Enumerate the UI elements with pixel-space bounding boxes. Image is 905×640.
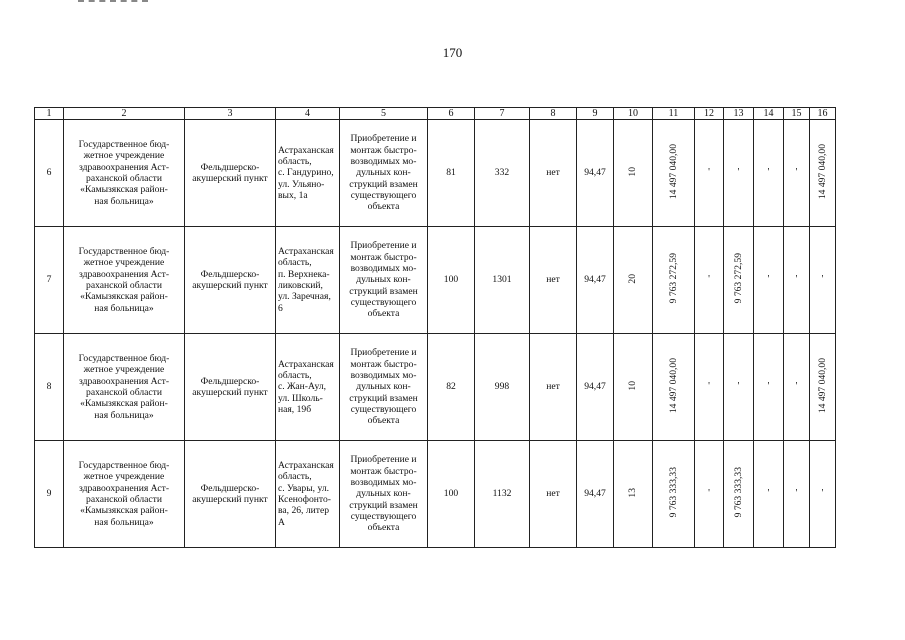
facility-cell: Фельдшерско- акушерский пункт (185, 227, 276, 334)
facility-cell: Фельдшерско- акушерский пункт (185, 334, 276, 441)
work-description-cell: Приобретение и монтаж быстро- возводимых мо- дульных кон- струкций взамен существующего объекта (340, 120, 428, 227)
facility-cell: Фельдшерско- акушерский пункт (185, 120, 276, 227)
cell-col14: ' (754, 120, 784, 227)
work-description-cell: Приобретение и монтаж быстро- возводимых мо- дульных кон- струкций взамен существующего объекта (340, 227, 428, 334)
cell-col9: 94,47 (577, 120, 614, 227)
cell-col16: 14 497 040,00 (810, 120, 836, 227)
address-cell: Астраханская область, с. Увары, ул. Ксенофонто- ва, 26, литер А (276, 441, 340, 548)
column-number: 2 (64, 108, 185, 120)
cell-col8: нет (530, 227, 577, 334)
cell-col15: ' (784, 334, 810, 441)
column-number: 13 (724, 108, 754, 120)
column-number: 10 (614, 108, 653, 120)
column-number: 9 (577, 108, 614, 120)
cell-col6: 82 (428, 334, 475, 441)
cell-col13: ' (724, 120, 754, 227)
column-number: 14 (754, 108, 784, 120)
cell-col15: ' (784, 120, 810, 227)
cell-col11: 9 763 272,59 (653, 227, 695, 334)
column-number: 16 (810, 108, 836, 120)
cell-col10: 10 (614, 120, 653, 227)
institution-cell: Государственное бюд- жетное учреждение здравоохранения Аст- раханской области «Камызякская район- ная больница» (64, 120, 185, 227)
cell-col10: 20 (614, 227, 653, 334)
row-number: 9 (35, 441, 64, 548)
cell-col12: ' (695, 227, 724, 334)
cell-col12: ' (695, 120, 724, 227)
address-cell: Астраханская область, с. Жан-Аул, ул. Школь- ная, 19б (276, 334, 340, 441)
page-number: 170 (442, 45, 463, 60)
address-cell: Астраханская область, с. Гандурино, ул. Ульяно- вых, 1а (276, 120, 340, 227)
cell-col15: ' (784, 441, 810, 548)
table-row (35, 227, 836, 334)
cell-col11: 9 763 333,33 (653, 441, 695, 548)
cell-col11: 14 497 040,00 (653, 120, 695, 227)
cell-col7: 998 (475, 334, 530, 441)
cell-col7: 1301 (475, 227, 530, 334)
table-row (35, 334, 836, 441)
cell-col9: 94,47 (577, 334, 614, 441)
column-number: 8 (530, 108, 577, 120)
column-number: 1 (35, 108, 64, 120)
institution-cell: Государственное бюд- жетное учреждение здравоохранения Аст- раханской области «Камызякская район- ная больница» (64, 227, 185, 334)
column-number: 11 (653, 108, 695, 120)
scan-corner-mark (78, 0, 148, 4)
column-number: 7 (475, 108, 530, 120)
column-number: 6 (428, 108, 475, 120)
register-table (34, 107, 836, 548)
facility-cell: Фельдшерско- акушерский пункт (185, 441, 276, 548)
cell-col8: нет (530, 120, 577, 227)
work-description-cell: Приобретение и монтаж быстро- возводимых мо- дульных кон- струкций взамен существующего объекта (340, 441, 428, 548)
row-number: 8 (35, 334, 64, 441)
column-number: 3 (185, 108, 276, 120)
institution-cell: Государственное бюд- жетное учреждение здравоохранения Аст- раханской области «Камызякская район- ная больница» (64, 334, 185, 441)
cell-col12: ' (695, 334, 724, 441)
cell-col8: нет (530, 441, 577, 548)
table-row (35, 441, 836, 548)
cell-col13: ' (724, 334, 754, 441)
cell-col12: ' (695, 441, 724, 548)
column-number: 4 (276, 108, 340, 120)
cell-col16: 14 497 040,00 (810, 334, 836, 441)
cell-col16: ' (810, 441, 836, 548)
column-number-row (35, 108, 836, 120)
cell-col13: 9 763 272,59 (724, 227, 754, 334)
cell-col14: ' (754, 441, 784, 548)
address-cell: Астраханская область, п. Верхнека- ликовский, ул. Заречная, 6 (276, 227, 340, 334)
cell-col9: 94,47 (577, 227, 614, 334)
cell-col8: нет (530, 334, 577, 441)
column-number: 12 (695, 108, 724, 120)
cell-col14: ' (754, 334, 784, 441)
cell-col13: 9 763 333,33 (724, 441, 754, 548)
cell-col14: ' (754, 227, 784, 334)
institution-cell: Государственное бюд- жетное учреждение здравоохранения Аст- раханской области «Камызякская район- ная больница» (64, 441, 185, 548)
column-number: 5 (340, 108, 428, 120)
table-row (35, 120, 836, 227)
row-number: 6 (35, 120, 64, 227)
work-description-cell: Приобретение и монтаж быстро- возводимых мо- дульных кон- струкций взамен существующего объекта (340, 334, 428, 441)
cell-col7: 1132 (475, 441, 530, 548)
cell-col7: 332 (475, 120, 530, 227)
cell-col6: 81 (428, 120, 475, 227)
cell-col6: 100 (428, 227, 475, 334)
cell-col16: ' (810, 227, 836, 334)
row-number: 7 (35, 227, 64, 334)
cell-col10: 10 (614, 334, 653, 441)
cell-col11: 14 497 040,00 (653, 334, 695, 441)
cell-col10: 13 (614, 441, 653, 548)
cell-col9: 94,47 (577, 441, 614, 548)
cell-col6: 100 (428, 441, 475, 548)
cell-col15: ' (784, 227, 810, 334)
column-number: 15 (784, 108, 810, 120)
